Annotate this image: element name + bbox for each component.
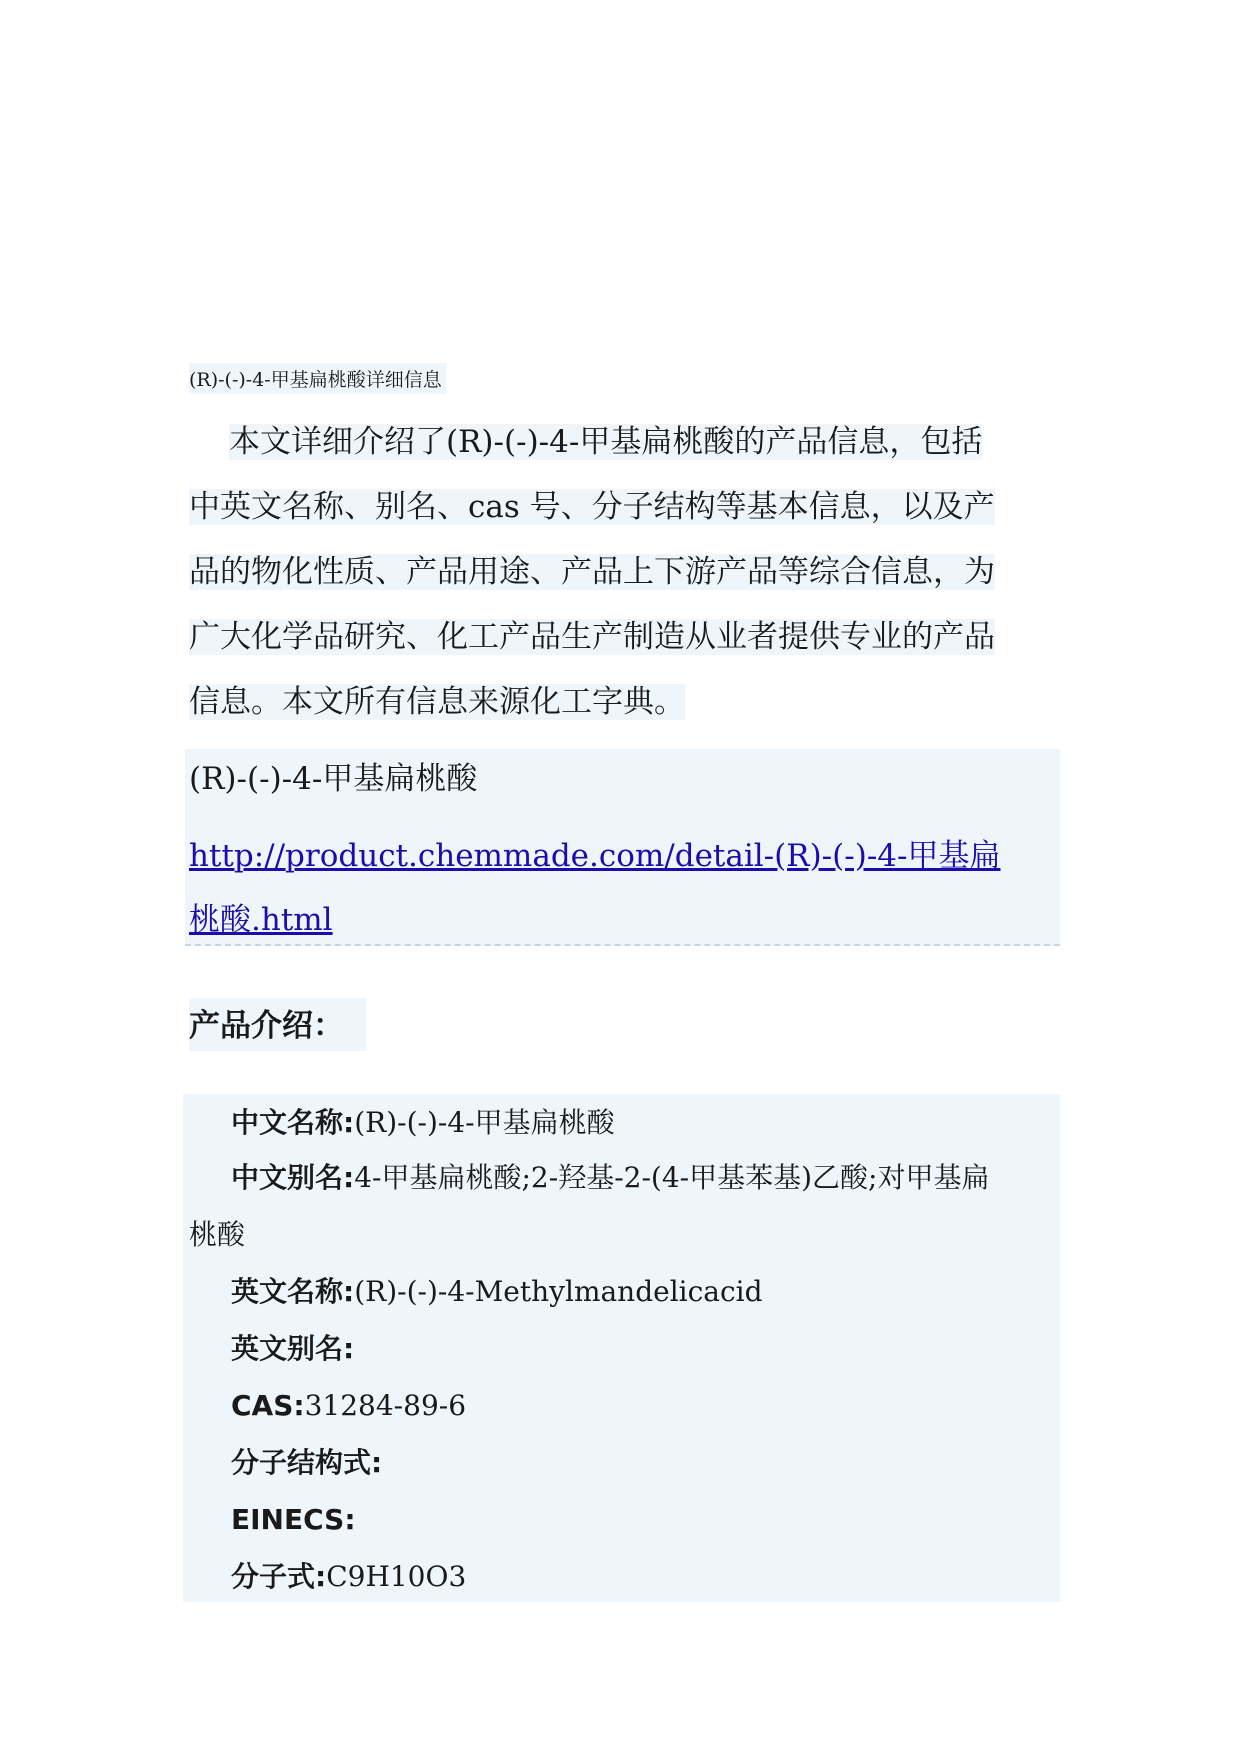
formula-row: 分子式:C9H10O3 [231,1560,467,1593]
cas-row: CAS:31284-89-6 [231,1389,467,1422]
page-small-title: (R)-(-)-4-甲基扁桃酸详细信息 [189,363,446,394]
product-name: (R)-(-)-4-甲基扁桃酸 [189,761,478,797]
intro-paragraph [189,412,1059,737]
section-title: 产品介绍： [189,998,366,1051]
product-link[interactable]: http://product.chemmade.com/detail-(R)-(-)-4-甲基扁 桃酸.html [189,838,1001,938]
en-alias-row: 英文别名: [231,1332,355,1365]
intro-line: 广大化学品研究、化工产品生产制造从业者提供专业的产品 [189,619,995,655]
cn-name-row: 中文名称:(R)-(-)-4-甲基扁桃酸 [231,1106,615,1139]
einecs-row: EINECS: [231,1503,356,1536]
structure-row: 分子结构式: [231,1446,383,1479]
product-info-box [183,1094,1060,1602]
intro-line: 信息。本文所有信息来源化工字典。 [189,684,685,720]
en-name-row: 英文名称:(R)-(-)-4-Methylmandelicacid [231,1275,763,1308]
intro-line: 品的物化性质、产品用途、产品上下游产品等综合信息，为 [189,554,995,590]
cn-alias-row-cont: 桃酸 [189,1218,246,1251]
intro-line: 本文详细介绍了(R)-(-)-4-甲基扁桃酸的产品信息，包括 [229,424,983,460]
cn-alias-row: 中文别名:4-甲基扁桃酸;2-羟基-2-(4-甲基苯基)乙酸;对甲基扁 [231,1161,990,1194]
product-link-box [185,749,1060,946]
intro-line: 中英文名称、别名、cas 号、分子结构等基本信息，以及产 [189,489,995,525]
